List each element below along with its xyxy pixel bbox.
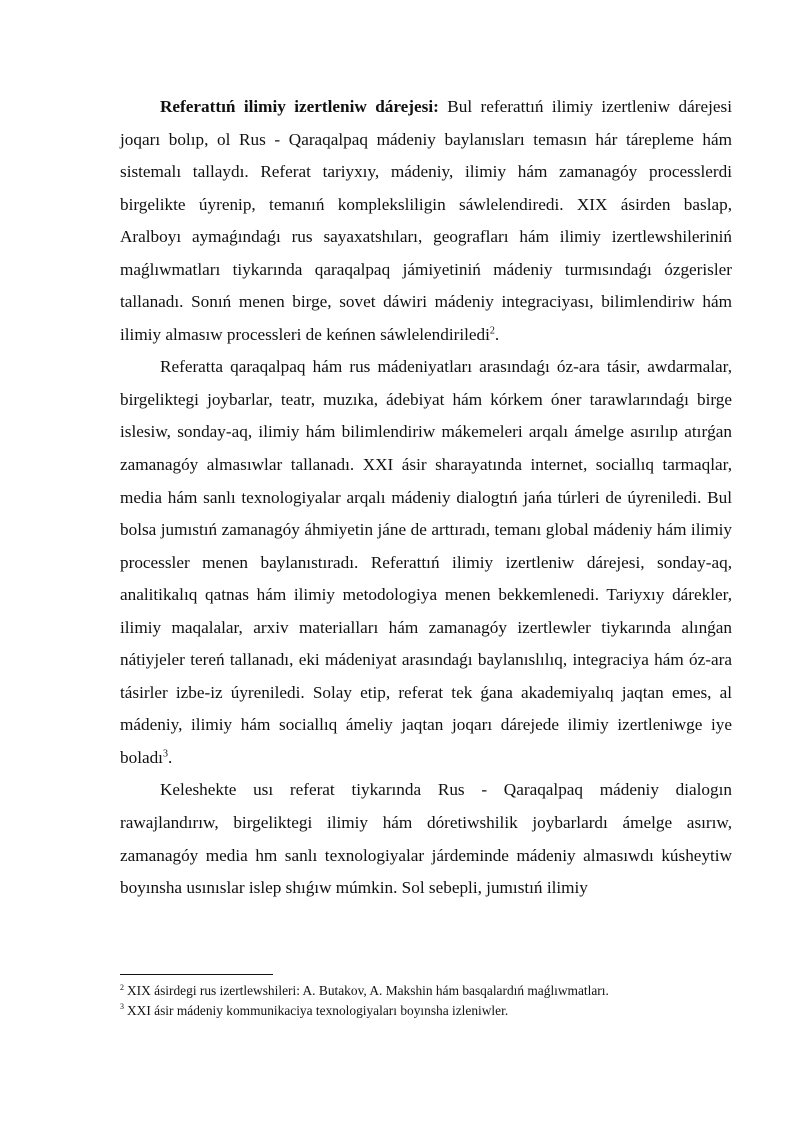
footnote-text: XIX ásirdegi rus izertlewshileri: A. Butakov, A. Makshin hám basqalardıń maǵlıwmatları.	[127, 983, 609, 998]
footnote-separator	[120, 974, 273, 975]
footnote-mark: 3	[120, 1002, 124, 1012]
footnotes-section	[120, 981, 732, 1020]
footnote-reference-3[interactable]: 3	[162, 748, 168, 760]
footnote-text: XXI ásir mádeniy kommunikaciya texnologiyaları boyınsha izleniwler.	[127, 1002, 509, 1018]
footnote-3	[120, 1001, 732, 1021]
paragraph-research-level	[120, 91, 732, 351]
paragraph-lead-heading: Referattıń ilimiy izertleniw dárejesi:	[160, 97, 439, 116]
paragraph-text: Referatta qaraqalpaq hám rus mádeniyatları arasındaǵı óz-ara tásir, awdarmalar, birgeliktegi joybarlar, teatr, muzıka, ádebiyat hám kórkem óner tarawlarındaǵı birge islesiw, sonday-aq, ilimiy hám bilimlendiriw mákemeleri arqalı ámelge asırılıp atırǵan zamanagóy almasıwlar tallanadı. XXI ásir sharayatında internet, sociallıq tarmaqlar, media hám sanlı texnologiyalar arqalı mádeniy dialogtıń jańa túrleri de úyreniledi. Bul bolsa jumıstıń zamanagóy áhmiyetin jáne de arttıradı, temanı global mádeniy hám ilimiy processler menen baylanıstıradı. Referattıń ilimiy izertleniw dárejesi, sonday-aq, analitikalıq qatnas hám ilimiy metodologiya menen bekkemlenedi. Tariyxıy dárekler, ilimiy maqalalar, arxiv materialları hám zamanagóy izertlewler tiykarında alınǵan nátiyjeler tereń tallanadı, eki mádeniyat arasındaǵı baylanıslılıq, integraciya hám óz-ara tásirler izbe-iz úyreniledi. Solay etip, referat tek ǵana akademiyalıq jaqtan emes, al mádeniy, ilimiy hám sociallıq ámeliy jaqtan joqarı dárejede ilimiy izertleniwge iye boladı	[120, 357, 732, 767]
paragraph-text: Bul referattıń ilimiy izertleniw dárejesi joqarı bolıp, ol Rus - Qaraqalpaq mádeniy baylanısları temasın hár tárepleme hám sistemalı tallaydı. Referat tariyxıy, mádeniy, ilimiy hám zamanagóy processlerdi birgelikte úyrenip, temanıń kompleksliligin sáwlelendiredi. XIX ásirden baslap, Aralboyı aymaǵındaǵı rus sayaxatshıları, geografları hám ilimiy izertlewshileriniń maǵlıwmatları tiykarında qaraqalpaq jámiyetiniń mádeniy turmısındaǵı ózgerisler tallanadı. Sonıń menen birge, sovet dáwiri mádeniy integraciyası, bilimlendiriw hám ilimiy almasıw processleri de keńnen sáwlelendiriledi	[120, 97, 732, 344]
footnote-2	[120, 981, 732, 1001]
paragraph-future-dialogue	[120, 774, 732, 904]
footnote-reference-2[interactable]: 2	[489, 325, 495, 337]
footnote-mark: 2	[120, 982, 124, 992]
paragraph-cultural-exchange	[120, 351, 732, 774]
paragraph-end: .	[494, 324, 500, 344]
document-body	[120, 91, 732, 905]
paragraph-text: Keleshekte usı referat tiykarında Rus - Qaraqalpaq mádeniy dialogın rawajlandırıw, birgeliktegi ilimiy hám dóretiwshilik joybarlardı ámelge asırıw, zamanagóy media hm sanlı texnologiyalar járdeminde mádeniy almasıwdı kúsheytiw boyınsha usınıslar islep shıǵıw múmkin. Sol sebepli, jumıstıń ilimiy	[120, 780, 732, 898]
paragraph-end: .	[167, 747, 173, 767]
